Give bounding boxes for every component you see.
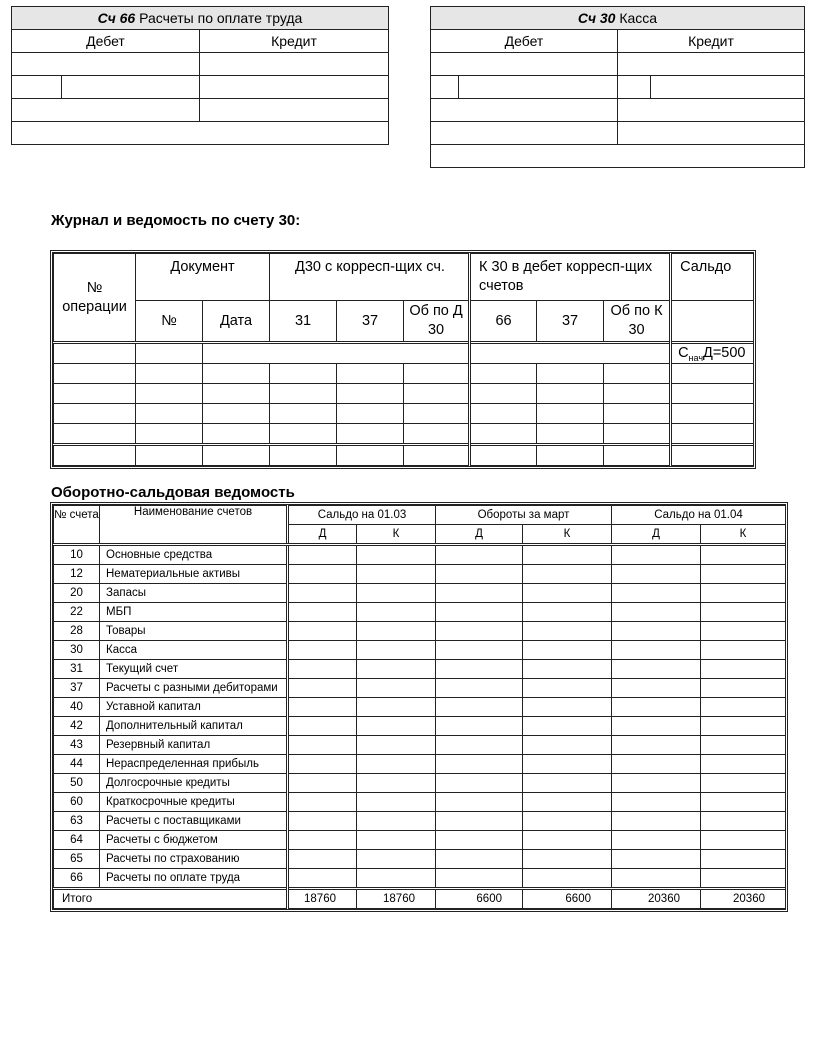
amount-cell[interactable] xyxy=(523,774,612,793)
amount-cell[interactable] xyxy=(701,565,786,584)
amount-cell[interactable] xyxy=(523,717,612,736)
debit-header: Дебет xyxy=(431,30,618,53)
journal-cell[interactable] xyxy=(671,384,754,404)
journal-cell[interactable] xyxy=(203,364,270,384)
amount-cell[interactable] xyxy=(612,831,701,850)
amount-cell[interactable] xyxy=(357,545,436,565)
amount-cell[interactable] xyxy=(612,565,701,584)
journal-cell[interactable] xyxy=(537,384,604,404)
t-account-66 xyxy=(11,6,389,145)
amount-cell[interactable] xyxy=(612,641,701,660)
entry-cell[interactable] xyxy=(431,122,618,145)
amount-cell[interactable] xyxy=(436,793,523,812)
account-row xyxy=(54,755,786,774)
amount-cell[interactable] xyxy=(523,831,612,850)
account-number: 40 xyxy=(54,698,100,717)
entry-cell[interactable] xyxy=(12,76,62,99)
amount-cell[interactable] xyxy=(436,774,523,793)
amount-cell[interactable] xyxy=(523,584,612,603)
amount-cell[interactable] xyxy=(288,774,357,793)
journal-cell[interactable] xyxy=(54,404,136,424)
account-number: 50 xyxy=(54,774,100,793)
account-number: 20 xyxy=(54,584,100,603)
journal-cell[interactable] xyxy=(404,384,470,404)
journal-cell[interactable] xyxy=(671,445,754,466)
account-name: Основные средства xyxy=(100,545,288,565)
turnover-title: Оборотно-сальдовая ведомость xyxy=(51,484,295,501)
account-name-header: Наименование счетов xyxy=(100,506,288,545)
amount-cell[interactable] xyxy=(436,717,523,736)
account-row xyxy=(54,545,786,565)
debit-turnover-header: Об по Д 30 xyxy=(404,301,470,343)
amount-cell[interactable] xyxy=(357,660,436,679)
account-number: 64 xyxy=(54,831,100,850)
journal-cell[interactable] xyxy=(470,364,537,384)
amount-cell[interactable] xyxy=(523,698,612,717)
amount-cell[interactable] xyxy=(436,622,523,641)
account-number: 28 xyxy=(54,622,100,641)
amount-cell[interactable] xyxy=(288,565,357,584)
credit-header: Кредит xyxy=(618,30,805,53)
account-number: 22 xyxy=(54,603,100,622)
journal-cell[interactable] xyxy=(537,445,604,466)
journal-cell[interactable] xyxy=(470,343,671,364)
amount-cell[interactable] xyxy=(701,869,786,889)
entry-cell[interactable] xyxy=(62,76,200,99)
account-row xyxy=(54,641,786,660)
account-name: Нераспределенная прибыль xyxy=(100,755,288,774)
debit-col-37: 37 xyxy=(337,301,404,343)
debit-subheader: Д xyxy=(288,525,357,545)
journal-cell[interactable] xyxy=(203,343,470,364)
debit-col-31: 31 xyxy=(270,301,337,343)
amount-cell[interactable] xyxy=(612,812,701,831)
amount-cell[interactable] xyxy=(357,698,436,717)
amount-cell[interactable] xyxy=(701,679,786,698)
entry-cell[interactable] xyxy=(12,122,389,145)
entry-cell[interactable] xyxy=(618,99,805,122)
account-number: 42 xyxy=(54,717,100,736)
amount-cell[interactable] xyxy=(288,660,357,679)
account-name: Дополнительный капитал xyxy=(100,717,288,736)
account-row xyxy=(54,679,786,698)
account-row xyxy=(54,736,786,755)
journal-cell[interactable] xyxy=(136,445,203,466)
amount-cell[interactable] xyxy=(357,584,436,603)
journal-cell[interactable] xyxy=(470,404,537,424)
amount-cell[interactable] xyxy=(523,812,612,831)
amount-cell[interactable] xyxy=(288,755,357,774)
amount-cell[interactable] xyxy=(357,831,436,850)
account-name: Краткосрочные кредиты xyxy=(100,793,288,812)
amount-cell[interactable] xyxy=(523,545,612,565)
account-row xyxy=(54,698,786,717)
credit-col-66: 66 xyxy=(470,301,537,343)
journal-cell[interactable] xyxy=(337,424,404,445)
entry-cell[interactable] xyxy=(12,99,200,122)
turnover-header: Обороты за март xyxy=(436,506,612,525)
journal-cell[interactable] xyxy=(337,445,404,466)
account-name: Расчеты по страхованию xyxy=(100,850,288,869)
journal-cell[interactable] xyxy=(136,424,203,445)
journal-cell[interactable] xyxy=(604,424,671,445)
amount-cell[interactable] xyxy=(357,869,436,889)
amount-cell[interactable] xyxy=(436,660,523,679)
amount-cell[interactable] xyxy=(357,679,436,698)
account-name: МБП xyxy=(100,603,288,622)
amount-cell[interactable] xyxy=(288,641,357,660)
amount-cell[interactable] xyxy=(612,622,701,641)
saldo-empty xyxy=(671,301,754,343)
amount-cell[interactable] xyxy=(701,774,786,793)
journal-cell[interactable] xyxy=(470,445,537,466)
journal-cell[interactable] xyxy=(270,404,337,424)
account-row xyxy=(54,793,786,812)
journal-cell[interactable] xyxy=(54,445,136,466)
journal-cell[interactable] xyxy=(404,404,470,424)
account-row xyxy=(54,660,786,679)
entry-cell[interactable] xyxy=(200,53,389,76)
doc-date-header: Дата xyxy=(203,301,270,343)
account-name: Долгосрочные кредиты xyxy=(100,774,288,793)
journal-cell[interactable] xyxy=(136,404,203,424)
debit-subheader: Д xyxy=(612,525,701,545)
amount-cell[interactable] xyxy=(523,565,612,584)
entry-cell[interactable] xyxy=(618,76,651,99)
t-account-66-title: Сч 66 Расчеты по оплате труда xyxy=(12,7,389,30)
amount-cell[interactable] xyxy=(436,698,523,717)
amount-cell[interactable] xyxy=(357,603,436,622)
amount-cell[interactable] xyxy=(701,736,786,755)
account-name: Нематериальные активы xyxy=(100,565,288,584)
journal-cell[interactable] xyxy=(136,364,203,384)
amount-cell[interactable] xyxy=(288,793,357,812)
entry-cell[interactable] xyxy=(431,99,618,122)
opening-balance-header: Сальдо на 01.03 xyxy=(288,506,436,525)
journal-cell[interactable] xyxy=(604,364,671,384)
amount-cell[interactable] xyxy=(357,812,436,831)
journal-title: Журнал и ведомость по счету 30: xyxy=(51,212,301,229)
amount-cell[interactable] xyxy=(357,755,436,774)
credit-subheader: К xyxy=(523,525,612,545)
account-number: 12 xyxy=(54,565,100,584)
amount-cell[interactable] xyxy=(523,679,612,698)
total-value: 20360 xyxy=(701,889,786,909)
amount-cell[interactable] xyxy=(701,793,786,812)
account-row xyxy=(54,622,786,641)
journal-cell[interactable] xyxy=(404,364,470,384)
total-value: 18760 xyxy=(288,889,357,909)
amount-cell[interactable] xyxy=(701,603,786,622)
amount-cell[interactable] xyxy=(436,641,523,660)
amount-cell[interactable] xyxy=(523,622,612,641)
entry-cell[interactable] xyxy=(618,122,805,145)
amount-cell[interactable] xyxy=(701,831,786,850)
journal-cell[interactable] xyxy=(54,364,136,384)
amount-cell[interactable] xyxy=(288,679,357,698)
journal-cell[interactable] xyxy=(671,364,754,384)
account-row xyxy=(54,812,786,831)
amount-cell[interactable] xyxy=(523,641,612,660)
amount-cell[interactable] xyxy=(612,679,701,698)
total-value: 6600 xyxy=(523,889,612,909)
account-number: 43 xyxy=(54,736,100,755)
journal-cell[interactable] xyxy=(537,364,604,384)
amount-cell[interactable] xyxy=(523,755,612,774)
amount-cell[interactable] xyxy=(357,717,436,736)
t-account-30-title: Сч 30 Касса xyxy=(431,7,805,30)
account-number: 65 xyxy=(54,850,100,869)
account-row xyxy=(54,831,786,850)
account-name: Текущий счет xyxy=(100,660,288,679)
amount-cell[interactable] xyxy=(701,641,786,660)
entry-cell[interactable] xyxy=(431,53,618,76)
amount-cell[interactable] xyxy=(357,641,436,660)
amount-cell[interactable] xyxy=(436,755,523,774)
account-row xyxy=(54,565,786,584)
amount-cell[interactable] xyxy=(612,717,701,736)
amount-cell[interactable] xyxy=(288,545,357,565)
amount-cell[interactable] xyxy=(288,584,357,603)
entry-cell[interactable] xyxy=(200,76,389,99)
journal-cell[interactable] xyxy=(470,384,537,404)
amount-cell[interactable] xyxy=(701,545,786,565)
journal-cell[interactable] xyxy=(671,404,754,424)
amount-cell[interactable] xyxy=(701,622,786,641)
account-row xyxy=(54,774,786,793)
amount-cell[interactable] xyxy=(357,774,436,793)
amount-cell[interactable] xyxy=(612,584,701,603)
journal-cell[interactable] xyxy=(270,384,337,404)
account-number: 10 xyxy=(54,545,100,565)
account-name: Товары xyxy=(100,622,288,641)
journal-cell[interactable] xyxy=(270,424,337,445)
amount-cell[interactable] xyxy=(436,679,523,698)
account-name: Уставной капитал xyxy=(100,698,288,717)
total-value: 18760 xyxy=(357,889,436,909)
amount-cell[interactable] xyxy=(612,545,701,565)
amount-cell[interactable] xyxy=(288,717,357,736)
amount-cell[interactable] xyxy=(288,850,357,869)
amount-cell[interactable] xyxy=(701,698,786,717)
account-row xyxy=(54,603,786,622)
journal-cell[interactable] xyxy=(470,424,537,445)
amount-cell[interactable] xyxy=(612,736,701,755)
amount-cell[interactable] xyxy=(612,869,701,889)
entry-cell[interactable] xyxy=(459,76,618,99)
amount-cell[interactable] xyxy=(436,545,523,565)
journal-cell[interactable] xyxy=(537,424,604,445)
amount-cell[interactable] xyxy=(436,565,523,584)
document-header: Документ xyxy=(136,254,270,301)
journal-cell[interactable] xyxy=(404,445,470,466)
journal-cell[interactable] xyxy=(203,424,270,445)
amount-cell[interactable] xyxy=(357,565,436,584)
t-account-30 xyxy=(430,6,805,168)
account-name: Расчеты по оплате труда xyxy=(100,869,288,889)
amount-cell[interactable] xyxy=(523,869,612,889)
credit-turnover-header: Об по К 30 xyxy=(604,301,671,343)
journal-cell[interactable] xyxy=(537,404,604,424)
saldo-header: Сальдо xyxy=(671,254,754,301)
amount-cell[interactable] xyxy=(612,755,701,774)
amount-cell[interactable] xyxy=(436,812,523,831)
amount-cell[interactable] xyxy=(357,793,436,812)
amount-cell[interactable] xyxy=(701,812,786,831)
journal-cell[interactable] xyxy=(604,384,671,404)
total-row xyxy=(54,889,786,909)
amount-cell[interactable] xyxy=(357,736,436,755)
amount-cell[interactable] xyxy=(288,812,357,831)
credit-col-37: 37 xyxy=(537,301,604,343)
credit-30-header: К 30 в дебет корресп-щих счетов xyxy=(470,254,671,301)
account-number: 63 xyxy=(54,812,100,831)
account-name: Запасы xyxy=(100,584,288,603)
journal-cell[interactable] xyxy=(604,445,671,466)
amount-cell[interactable] xyxy=(523,603,612,622)
account-number-header: № счета xyxy=(54,506,100,545)
journal-cell[interactable] xyxy=(337,364,404,384)
amount-cell[interactable] xyxy=(701,584,786,603)
total-label: Итого xyxy=(54,889,288,909)
amount-cell[interactable] xyxy=(612,793,701,812)
account-row xyxy=(54,869,786,889)
entry-cell[interactable] xyxy=(651,76,805,99)
journal-cell[interactable] xyxy=(54,343,136,364)
journal-cell[interactable] xyxy=(203,404,270,424)
saldo-start: $С_{нач}Д=500$ xyxy=(671,343,754,364)
amount-cell[interactable] xyxy=(436,869,523,889)
account-name: Касса xyxy=(100,641,288,660)
journal-cell[interactable] xyxy=(136,343,203,364)
turnover-sheet xyxy=(50,502,788,912)
journal-cell[interactable] xyxy=(671,424,754,445)
account-name: Расчеты с поставщиками xyxy=(100,812,288,831)
journal-cell[interactable] xyxy=(270,445,337,466)
amount-cell[interactable] xyxy=(523,736,612,755)
amount-cell[interactable] xyxy=(701,850,786,869)
amount-cell[interactable] xyxy=(612,603,701,622)
account-name: Расчеты с разными дебиторами xyxy=(100,679,288,698)
amount-cell[interactable] xyxy=(612,850,701,869)
amount-cell[interactable] xyxy=(436,736,523,755)
amount-cell[interactable] xyxy=(288,698,357,717)
debit-30-header: Д30 с корресп-щих сч. xyxy=(270,254,470,301)
amount-cell[interactable] xyxy=(288,603,357,622)
closing-balance-header: Сальдо на 01.04 xyxy=(612,506,786,525)
doc-number-header: № xyxy=(136,301,203,343)
account-number: 31 xyxy=(54,660,100,679)
journal-cell[interactable] xyxy=(404,424,470,445)
amount-cell[interactable] xyxy=(523,660,612,679)
amount-cell[interactable] xyxy=(357,622,436,641)
total-value: 6600 xyxy=(436,889,523,909)
amount-cell[interactable] xyxy=(612,698,701,717)
account-name: Резервный капитал xyxy=(100,736,288,755)
entry-cell[interactable] xyxy=(200,99,389,122)
amount-cell[interactable] xyxy=(436,850,523,869)
credit-subheader: К xyxy=(357,525,436,545)
entry-cell[interactable] xyxy=(618,53,805,76)
debit-subheader: Д xyxy=(436,525,523,545)
journal-cell[interactable] xyxy=(203,384,270,404)
amount-cell[interactable] xyxy=(523,850,612,869)
journal-table xyxy=(50,250,756,469)
entry-cell[interactable] xyxy=(12,53,200,76)
amount-cell[interactable] xyxy=(701,717,786,736)
amount-cell[interactable] xyxy=(701,755,786,774)
debit-header: Дебет xyxy=(12,30,200,53)
credit-header: Кредит xyxy=(200,30,389,53)
account-number: 60 xyxy=(54,793,100,812)
account-number: 44 xyxy=(54,755,100,774)
journal-cell[interactable] xyxy=(337,384,404,404)
credit-subheader: К xyxy=(701,525,786,545)
journal-cell[interactable] xyxy=(203,445,270,466)
entry-cell[interactable] xyxy=(431,145,805,168)
amount-cell[interactable] xyxy=(288,831,357,850)
amount-cell[interactable] xyxy=(288,736,357,755)
entry-cell[interactable] xyxy=(431,76,459,99)
account-row xyxy=(54,584,786,603)
account-number: 66 xyxy=(54,869,100,889)
amount-cell[interactable] xyxy=(523,793,612,812)
amount-cell[interactable] xyxy=(612,660,701,679)
journal-cell[interactable] xyxy=(337,404,404,424)
journal-cell[interactable] xyxy=(136,384,203,404)
journal-cell[interactable] xyxy=(604,404,671,424)
account-row xyxy=(54,717,786,736)
amount-cell[interactable] xyxy=(288,869,357,889)
amount-cell[interactable] xyxy=(436,831,523,850)
amount-cell[interactable] xyxy=(701,660,786,679)
journal-cell[interactable] xyxy=(54,384,136,404)
amount-cell[interactable] xyxy=(288,622,357,641)
amount-cell[interactable] xyxy=(436,584,523,603)
account-number: 37 xyxy=(54,679,100,698)
account-number: 30 xyxy=(54,641,100,660)
total-value: 20360 xyxy=(612,889,701,909)
account-name: Расчеты с бюджетом xyxy=(100,831,288,850)
journal-cell[interactable] xyxy=(270,364,337,384)
account-row xyxy=(54,850,786,869)
amount-cell[interactable] xyxy=(436,603,523,622)
operation-number-header: № операции xyxy=(54,254,136,343)
amount-cell[interactable] xyxy=(357,850,436,869)
journal-cell[interactable] xyxy=(54,424,136,445)
amount-cell[interactable] xyxy=(612,774,701,793)
